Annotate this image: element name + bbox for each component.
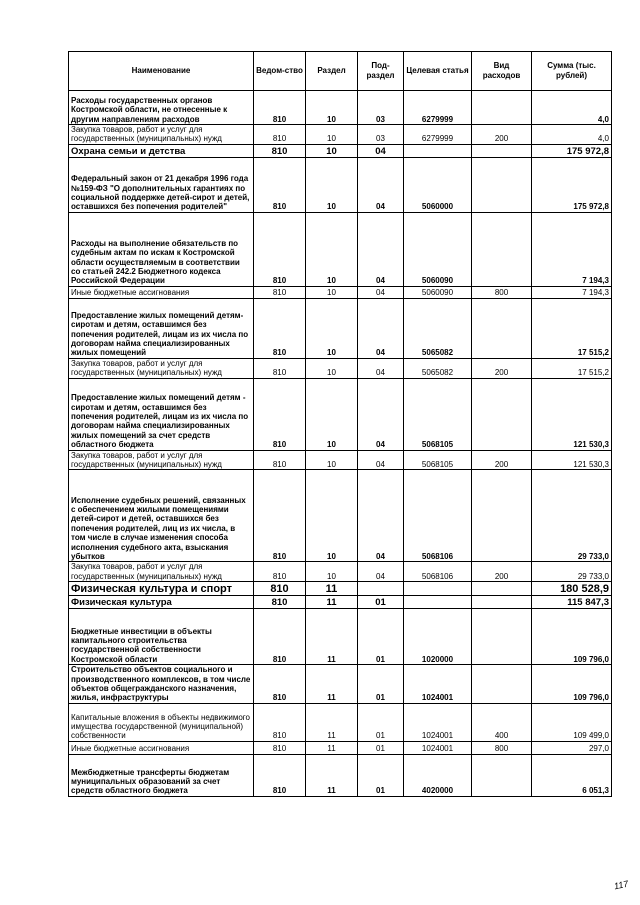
cell-section: 10 xyxy=(306,298,358,358)
cell-name: Физическая культура xyxy=(69,596,254,609)
cell-target: 4020000 xyxy=(404,754,472,796)
cell-subsection: 04 xyxy=(358,144,404,157)
cell-sum: 180 528,9 xyxy=(532,582,612,596)
cell-type xyxy=(472,754,532,796)
cell-dept: 810 xyxy=(254,470,306,562)
cell-dept: 810 xyxy=(254,286,306,298)
page-number-mark: 117 xyxy=(613,878,630,892)
cell-section: 11 xyxy=(306,596,358,609)
table-row xyxy=(69,125,612,145)
cell-subsection: 04 xyxy=(358,562,404,582)
table-row xyxy=(69,286,612,298)
cell-target: 1024001 xyxy=(404,703,472,741)
cell-type xyxy=(472,596,532,609)
cell-name: Закупка товаров, работ и услуг для государственных (муниципальных) нужд xyxy=(69,125,254,145)
cell-name: Предоставление жилых помещений детям-сиротам и детям, оставшимся без попечения родителей, лицам из их числа по договорам найма специализированных жилых помещений xyxy=(69,298,254,358)
cell-sum: 109 499,0 xyxy=(532,703,612,741)
cell-section: 10 xyxy=(306,157,358,212)
table-row xyxy=(69,450,612,470)
cell-dept: 810 xyxy=(254,358,306,378)
cell-section: 10 xyxy=(306,378,358,450)
cell-subsection: 01 xyxy=(358,754,404,796)
cell-sum: 7 194,3 xyxy=(532,286,612,298)
table-row xyxy=(69,470,612,562)
cell-dept: 810 xyxy=(254,609,306,665)
cell-dept: 810 xyxy=(254,157,306,212)
cell-name: Расходы государственных органов Костромской области, не отнесенные к другим направлениям расходов xyxy=(69,91,254,125)
cell-dept: 810 xyxy=(254,450,306,470)
cell-sum: 297,0 xyxy=(532,741,612,754)
cell-section: 10 xyxy=(306,212,358,286)
table-row xyxy=(69,91,612,125)
cell-type xyxy=(472,609,532,665)
table-row xyxy=(69,157,612,212)
cell-subsection: 04 xyxy=(358,212,404,286)
cell-sum: 109 796,0 xyxy=(532,665,612,704)
cell-name: Иные бюджетные ассигнования xyxy=(69,741,254,754)
cell-target: 1020000 xyxy=(404,609,472,665)
cell-section: 11 xyxy=(306,582,358,596)
cell-target: 5068105 xyxy=(404,450,472,470)
cell-sum: 29 733,0 xyxy=(532,562,612,582)
cell-dept: 810 xyxy=(254,562,306,582)
cell-dept: 810 xyxy=(254,596,306,609)
budget-table xyxy=(68,51,612,797)
cell-target: 5060090 xyxy=(404,212,472,286)
header-name: Наименование xyxy=(69,52,254,91)
header-sum: Сумма (тыс. рублей) xyxy=(532,52,612,91)
header-section: Раздел xyxy=(306,52,358,91)
cell-target: 1024001 xyxy=(404,741,472,754)
cell-section: 10 xyxy=(306,450,358,470)
table-row xyxy=(69,609,612,665)
cell-dept: 810 xyxy=(254,298,306,358)
cell-subsection: 01 xyxy=(358,665,404,704)
cell-sum: 121 530,3 xyxy=(532,450,612,470)
cell-subsection: 04 xyxy=(358,298,404,358)
cell-dept: 810 xyxy=(254,582,306,596)
cell-sum: 6 051,3 xyxy=(532,754,612,796)
cell-type: 400 xyxy=(472,703,532,741)
cell-section: 11 xyxy=(306,703,358,741)
cell-target xyxy=(404,596,472,609)
cell-subsection: 03 xyxy=(358,125,404,145)
cell-type: 200 xyxy=(472,125,532,145)
cell-sum: 109 796,0 xyxy=(532,609,612,665)
cell-type xyxy=(472,157,532,212)
cell-section: 10 xyxy=(306,144,358,157)
cell-section: 11 xyxy=(306,754,358,796)
cell-subsection: 04 xyxy=(358,378,404,450)
cell-sum: 121 530,3 xyxy=(532,378,612,450)
cell-type xyxy=(472,212,532,286)
cell-dept: 810 xyxy=(254,703,306,741)
cell-dept: 810 xyxy=(254,378,306,450)
table-row xyxy=(69,358,612,378)
cell-target: 5068106 xyxy=(404,562,472,582)
cell-subsection: 04 xyxy=(358,470,404,562)
cell-subsection: 03 xyxy=(358,91,404,125)
cell-type xyxy=(472,582,532,596)
cell-type xyxy=(472,470,532,562)
cell-sum: 175 972,8 xyxy=(532,144,612,157)
table-row xyxy=(69,665,612,704)
cell-target: 6279999 xyxy=(404,91,472,125)
cell-name: Охрана семьи и детства xyxy=(69,144,254,157)
table-row xyxy=(69,741,612,754)
cell-name: Закупка товаров, работ и услуг для государственных (муниципальных) нужд xyxy=(69,358,254,378)
cell-sum: 7 194,3 xyxy=(532,212,612,286)
cell-dept: 810 xyxy=(254,754,306,796)
cell-dept: 810 xyxy=(254,125,306,145)
cell-type xyxy=(472,298,532,358)
cell-subsection: 01 xyxy=(358,596,404,609)
cell-name: Предоставление жилых помещений детям - сиротам и детям, оставшимся без попечения родителей, лицам из их числа по договорам найма специализированных жилых помещений за счет средств областного бюджета xyxy=(69,378,254,450)
cell-sum: 115 847,3 xyxy=(532,596,612,609)
cell-type xyxy=(472,91,532,125)
cell-sum: 17 515,2 xyxy=(532,358,612,378)
cell-section: 10 xyxy=(306,286,358,298)
cell-type: 200 xyxy=(472,450,532,470)
table-header-row xyxy=(69,52,612,91)
cell-name: Федеральный закон от 21 декабря 1996 года №159-ФЗ "О дополнительных гарантиях по социальной поддержке детей-сирот и детей, оставшихся без попечения родителей" xyxy=(69,157,254,212)
cell-sum: 175 972,8 xyxy=(532,157,612,212)
cell-type xyxy=(472,665,532,704)
cell-target: 5060000 xyxy=(404,157,472,212)
cell-dept: 810 xyxy=(254,741,306,754)
cell-sum: 17 515,2 xyxy=(532,298,612,358)
cell-subsection: 04 xyxy=(358,157,404,212)
table-row xyxy=(69,212,612,286)
table-row xyxy=(69,754,612,796)
cell-section: 10 xyxy=(306,562,358,582)
cell-subsection xyxy=(358,582,404,596)
table-row xyxy=(69,562,612,582)
cell-type: 800 xyxy=(472,286,532,298)
table-row xyxy=(69,703,612,741)
cell-type xyxy=(472,144,532,157)
cell-subsection: 04 xyxy=(358,286,404,298)
header-type: Вид расходов xyxy=(472,52,532,91)
table-row xyxy=(69,378,612,450)
cell-name: Закупка товаров, работ и услуг для государственных (муниципальных) нужд xyxy=(69,562,254,582)
cell-name: Строительство объектов социального и производственного комплексов, в том числе объектов общегражданского назначения, жилья, инфраструктуры xyxy=(69,665,254,704)
cell-section: 11 xyxy=(306,609,358,665)
cell-section: 10 xyxy=(306,91,358,125)
table-row xyxy=(69,582,612,596)
cell-target: 6279999 xyxy=(404,125,472,145)
cell-dept: 810 xyxy=(254,665,306,704)
cell-section: 10 xyxy=(306,470,358,562)
cell-target: 5068105 xyxy=(404,378,472,450)
header-target: Целевая статья xyxy=(404,52,472,91)
cell-section: 11 xyxy=(306,741,358,754)
cell-name: Расходы на выполнение обязательств по судебным актам по искам к Костромской области осуществляемым в соответствии со статьей 242.2 Бюджетного кодекса Российской Федерации xyxy=(69,212,254,286)
cell-dept: 810 xyxy=(254,212,306,286)
cell-subsection: 04 xyxy=(358,358,404,378)
cell-dept: 810 xyxy=(254,91,306,125)
cell-dept: 810 xyxy=(254,144,306,157)
cell-type: 800 xyxy=(472,741,532,754)
cell-type: 200 xyxy=(472,358,532,378)
cell-name: Капитальные вложения в объекты недвижимого имущества государственной (муниципальной) собственности xyxy=(69,703,254,741)
cell-subsection: 01 xyxy=(358,609,404,665)
cell-type: 200 xyxy=(472,562,532,582)
cell-subsection: 04 xyxy=(358,450,404,470)
cell-type xyxy=(472,378,532,450)
cell-section: 10 xyxy=(306,358,358,378)
table-row xyxy=(69,144,612,157)
table-row xyxy=(69,596,612,609)
cell-name: Физическая культура и спорт xyxy=(69,582,254,596)
cell-subsection: 01 xyxy=(358,741,404,754)
cell-sum: 4,0 xyxy=(532,91,612,125)
cell-target: 5060090 xyxy=(404,286,472,298)
cell-sum: 29 733,0 xyxy=(532,470,612,562)
cell-name: Межбюджетные трансферты бюджетам муниципальных образований за счет средств областного бюджета xyxy=(69,754,254,796)
cell-sum: 4,0 xyxy=(532,125,612,145)
cell-name: Исполнение судебных решений, связанных с обеспечением жилыми помещениями детей-сирот и детей, оставшихся без попечения родителей, лиц из их числа, в том числе в случае изменения способа исполнения судебного акта, взыскания убытков xyxy=(69,470,254,562)
cell-section: 10 xyxy=(306,125,358,145)
cell-target: 5065082 xyxy=(404,298,472,358)
table-row xyxy=(69,298,612,358)
cell-name: Иные бюджетные ассигнования xyxy=(69,286,254,298)
cell-name: Закупка товаров, работ и услуг для государственных (муниципальных) нужд xyxy=(69,450,254,470)
cell-target xyxy=(404,582,472,596)
cell-subsection: 01 xyxy=(358,703,404,741)
cell-name: Бюджетные инвестиции в объекты капитального строительства государственной собственности Костромской области xyxy=(69,609,254,665)
header-subsection: Под-раздел xyxy=(358,52,404,91)
table-body xyxy=(69,91,612,797)
cell-target xyxy=(404,144,472,157)
cell-target: 1024001 xyxy=(404,665,472,704)
cell-section: 11 xyxy=(306,665,358,704)
cell-target: 5068106 xyxy=(404,470,472,562)
header-dept: Ведом-ство xyxy=(254,52,306,91)
cell-target: 5065082 xyxy=(404,358,472,378)
